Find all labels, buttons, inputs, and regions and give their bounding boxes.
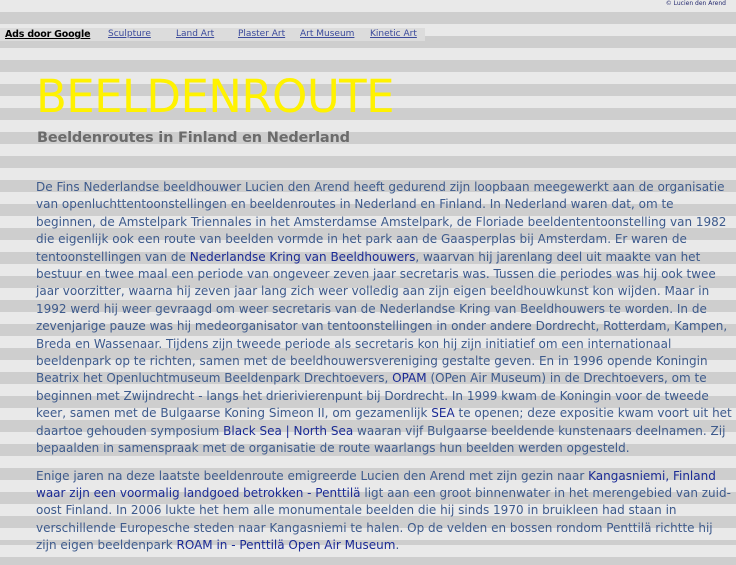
link-kangasniemi[interactable]: Kangasniemi, Finland waar zijn een voormalig landgoed betrokken - Penttilä (36, 468, 716, 500)
paragraph-2-text-1: Enige jaren na deze laatste beeldenroute emigreerde Lucien den Arend met zijn gezin naar (36, 468, 589, 483)
paragraph-2-text-2: ligt aan een groot binnenwater in het merengebied van zuid-oost Finland. In 2006 lukte het hem alle monumentale beelden die hij sinds 1970 in bruikleen had staan in verschillende Europesche steden naar Kangasniemi te halen. Op de velden en bossen rondom Penttilä richtte hij zijn eigen beeldenpark (36, 485, 731, 553)
link-opam[interactable]: OPAM (392, 371, 427, 386)
paragraph-2-text-3: . (395, 538, 400, 553)
paragraph-1-text-2: , waarvan hij jarenlang deel uit maakte van het bestuur en twee maal een periode van ongeveer zeven jaar secretaris was. Tussen die periodes was hij ook twee jaar voorzitter, waarna hij zeven jaar lang zich weer volledig aan zijn eigen beeldhouwkunst kon wijden. Maar in 1992 werd hij weer gevraagd om weer secretaris van de Nederlandse Kring van Beeldhouwers te worden. In de zevenjarige pauze was hij medeorganisator van tentoonstellingen in onder andere Dordrecht, Rotterdam, Kampen, Breda en Wassenaar. Tijdens zijn tweede periode als secretaris kon hij zijn initiatief om een internationaal beeldenpark op te richten, samen met de beeldhouwersvereniging gestalte geven. En in 1996 opende Koningin Beatrix het Openluchtmuseum Beeldenpark Drechtoevers, (36, 249, 728, 386)
paragraph-1-text-1: De Fins Nederlandse beeldhouwer Lucien den Arend heeft gedurend zijn loopbaan meegewerkt aan de organisatie van openluchttentoonstellingen en beeldenroutes in Nederland en Finland. In Nederland waren dat, om te beginnen, de Amstelpark Triennales in het Amsterdamse Amstelpark, de Floriade beeldententoonstelling van 1982 die eigenlijk ook een route van beelden vormde in het park aan de Gaasperplas bij Amsterdam. Er waren de tentoonstellingen van de (36, 180, 727, 264)
link-black-sea-north-sea[interactable]: Black Sea | North Sea (223, 423, 354, 438)
ad-link-sculpture[interactable]: Sculpture (108, 29, 151, 39)
copyright-notice: © Lucien den Arend (665, 0, 726, 7)
ad-bar (0, 28, 425, 41)
link-roam[interactable]: ROAM in - Penttilä Open Air Museum (176, 538, 396, 553)
ad-link-kinetic-art[interactable]: Kinetic Art (370, 29, 417, 39)
paragraph-1-text-5: waaran vijf Bulgaarse beeldende kunstenaars deelnamen. Zij bepaalden in samenspraak met de organisatie de route waarlangs hun beelden werden opgesteld. (36, 423, 726, 456)
ads-by-google-label[interactable]: Ads door Google (5, 29, 91, 40)
paragraph-1-text-3: (OPen Air Museum) in de Drechtoevers, om te beginnen met Zwijndrecht - langs het drierivierenpunt bij Dordrecht. In 1999 kwam de Koningin voor de tweede keer, samen met de Bulgaarse Koning Simeon II, om gezamenlijk (36, 371, 709, 421)
paragraph-2 (36, 468, 736, 555)
ad-link-land-art[interactable]: Land Art (176, 29, 215, 39)
page-subtitle: Beeldenroutes in Finland en Nederland (37, 130, 350, 146)
page-title: BEELDENROUTE (36, 70, 394, 123)
link-nederlandse-kring[interactable]: Nederlandse Kring van Beeldhouwers (189, 249, 416, 264)
paragraph-1-text-4: te openen; deze expositie kwam voort uit het daartoe gehouden symposium (36, 406, 732, 438)
ad-link-plaster-art[interactable]: Plaster Art (238, 29, 286, 39)
paragraph-1 (36, 179, 736, 458)
article-body (36, 179, 736, 565)
link-sea[interactable]: SEA (431, 406, 455, 421)
ad-link-art-museum[interactable]: Art Museum (300, 29, 355, 39)
